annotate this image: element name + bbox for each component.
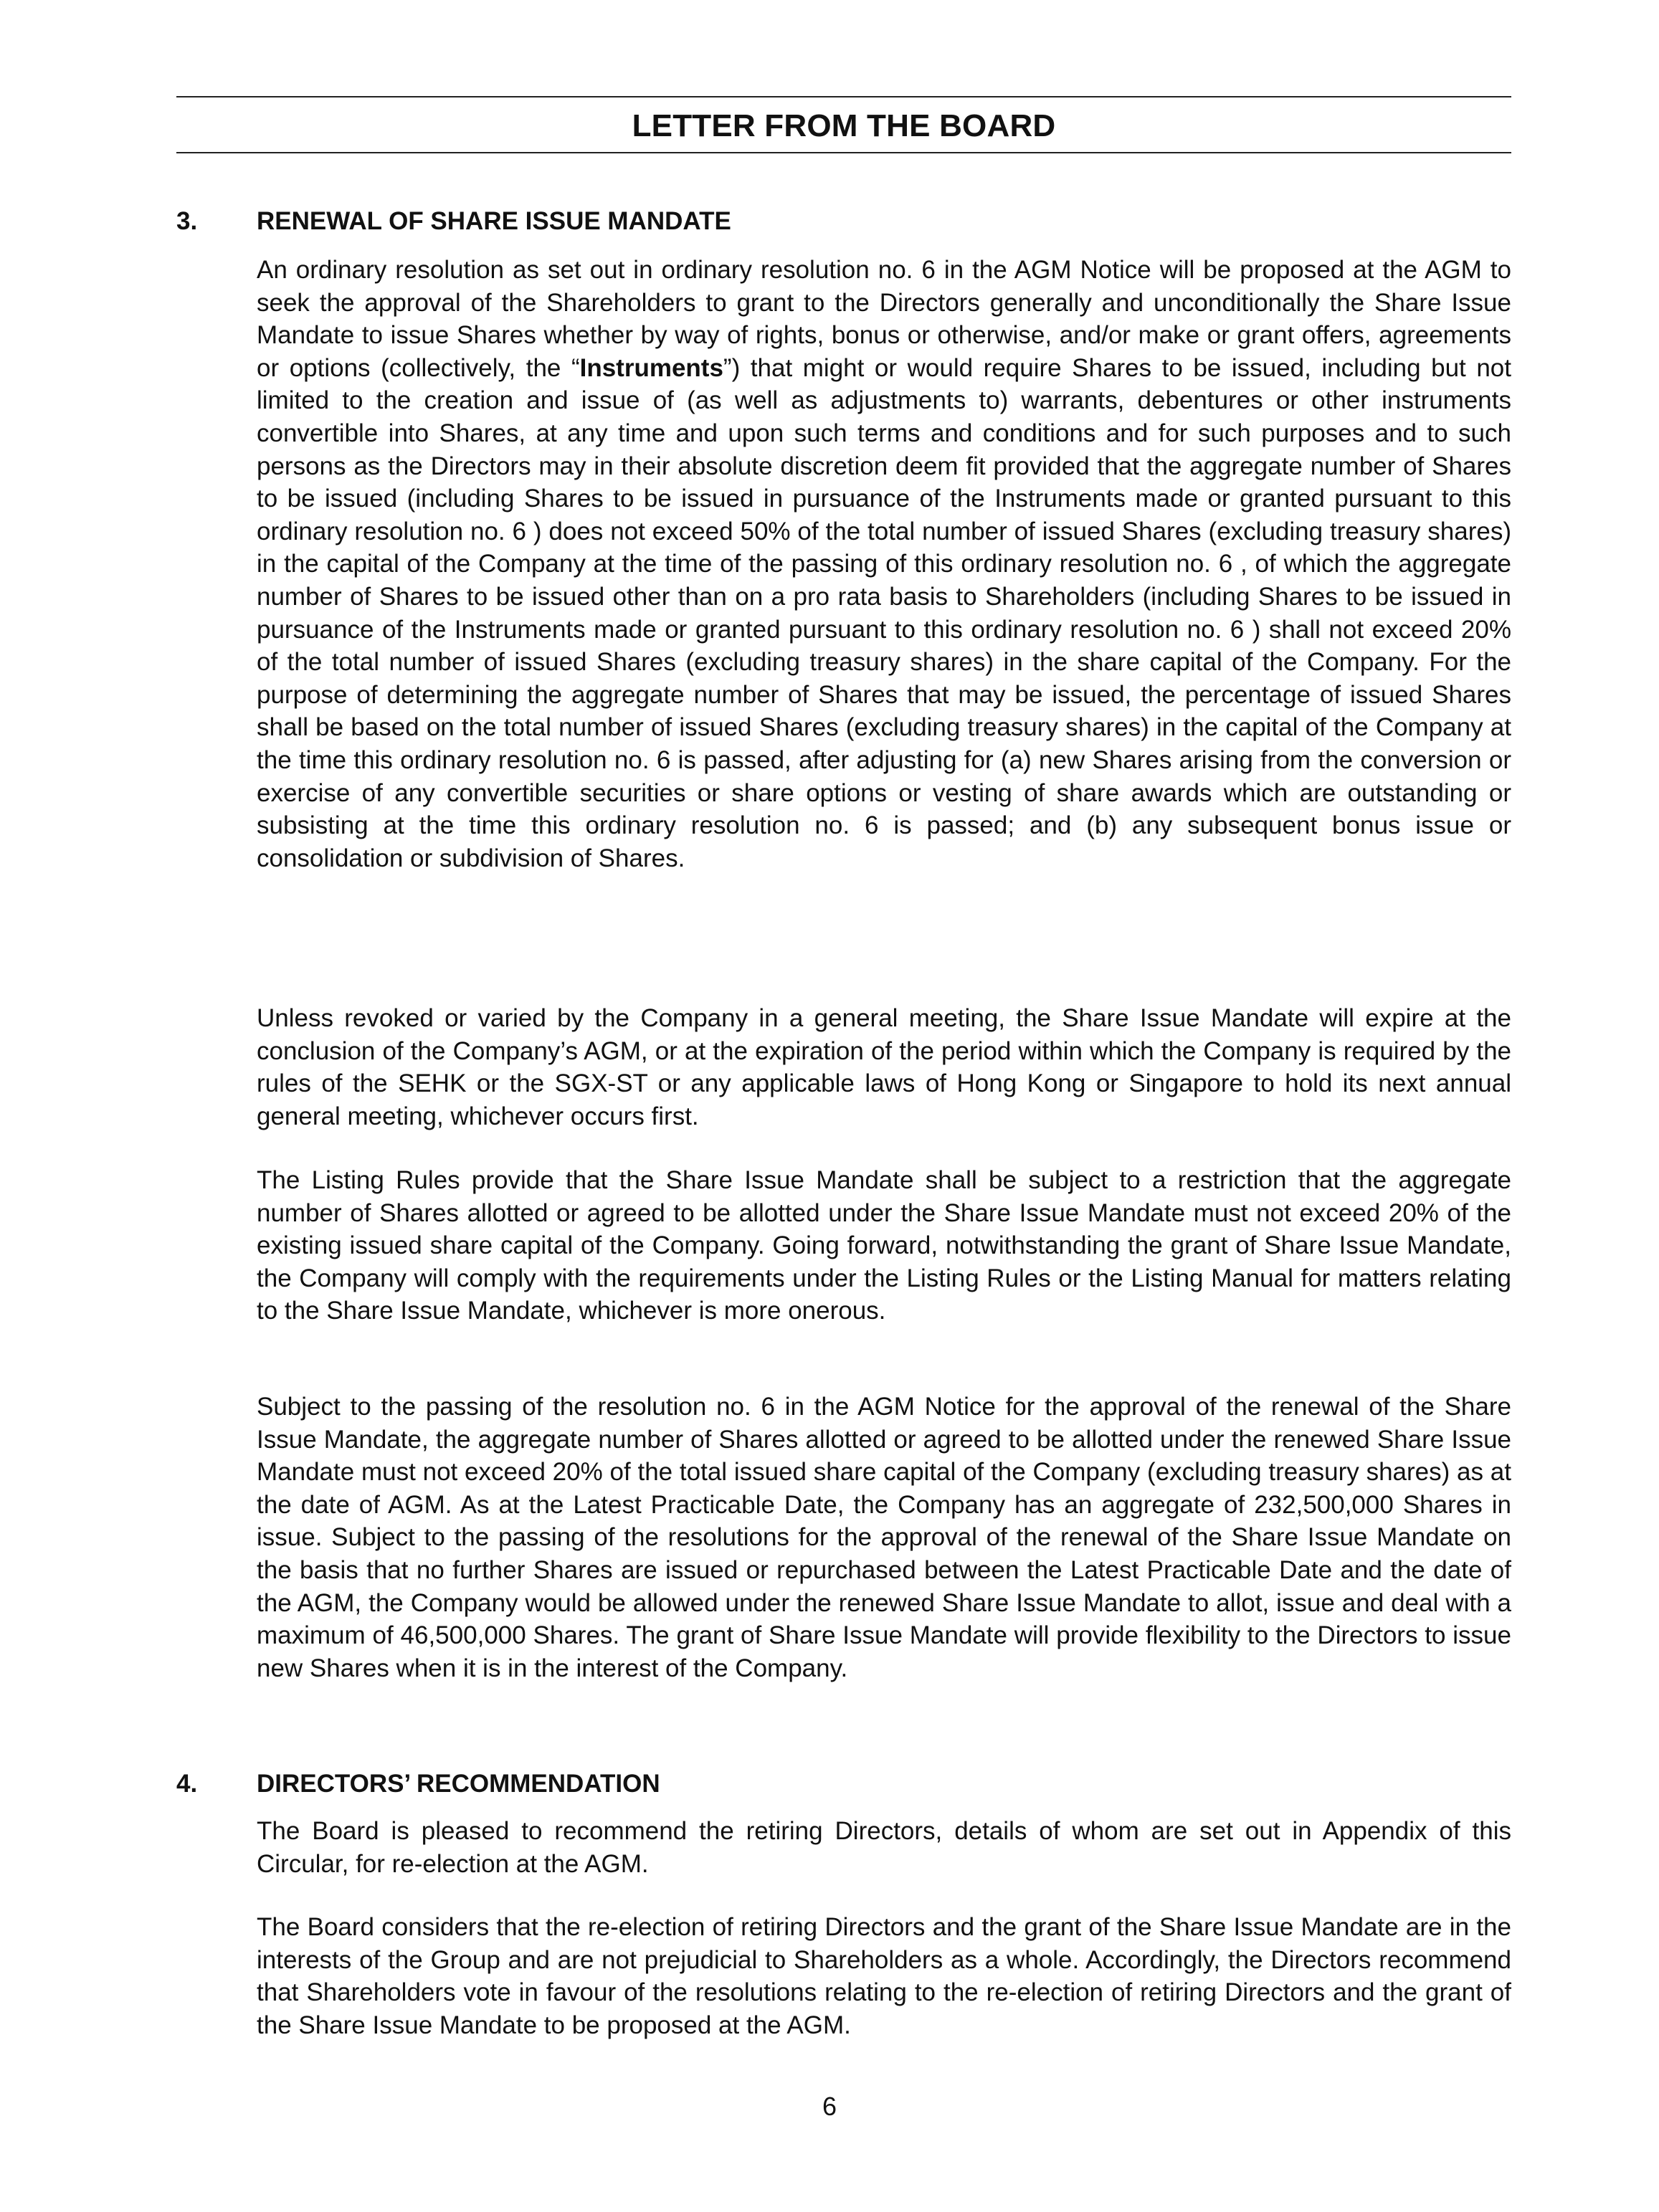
section-number: 4. (176, 1770, 198, 1798)
section-number: 3. (176, 207, 198, 235)
paragraph-listing-rules: The Listing Rules provide that the Share Issue Mandate shall be subject to a restriction that the aggregate number of Shares allotted or agreed to be allotted under the Share Issue Mandate must not exceed 20% of the existing issued share capital of the Company. Going forward, notwithstanding the grant of Share Issue Mandate, the Company will comply with the requirements under the Listing Rules or the Listing Manual for matters relating to the Share Issue Mandate, whichever is more onerous. (257, 1166, 1511, 1325)
section-heading: DIRECTORS’ RECOMMENDATION (257, 1770, 660, 1798)
paragraph-board-considers: The Board considers that the re-election of retiring Directors and the grant of the Share Issue Mandate are in the interests of the Group and are not prejudicial to Shareholders as a whole. Accordingly, the Directors recommend that Shareholders vote in favour of the resolutions relating to the re-election of retiring Directors and the grant of the Share Issue Mandate to be proposed at the AGM. (257, 1913, 1511, 2039)
section-heading: RENEWAL OF SHARE ISSUE MANDATE (257, 207, 731, 235)
paragraph-text: An ordinary resolution as set out in ordinary resolution no. 6 in the AGM Notice will be proposed at the AGM to seek the approval of the Shareholders to grant to the Directors generally and unconditionally the Share Issue Mandate to issue Shares whether by way of rights, bonus or otherwise, and/or make or grant offers, agreements or options (collectively, the “ (257, 256, 1511, 382)
header-bottom-rule (176, 152, 1511, 153)
page-number: 6 (822, 2092, 837, 2121)
paragraph-renewal-conditions: Subject to the passing of the resolution no. 6 in the AGM Notice for the approval of the renewal of the Share Issue Mandate, the aggregate number of Shares allotted or agreed to be allotted under the renewed Share Issue Mandate must not exceed 20% of the total issued share capital of the Company (excluding treasury shares) as at the date of AGM. As at the Latest Practicable Date, the Company has an aggregate of 232,500,000 Shares in issue. Subject to the passing of the resolutions for the approval of the renewal of the Share Issue Mandate on the basis that no further Shares are issued or repurchased between the Latest Practicable Date and the date of the AGM, the Company would be allowed under the renewed Share Issue Mandate to allot, issue and deal with a maximum of 46,500,000 Shares. The grant of Share Issue Mandate will provide flexibility to the Directors to issue new Shares when it is in the interest of the Company. (257, 1393, 1511, 1682)
page-title: LETTER FROM THE BOARD (632, 108, 1056, 143)
header-top-rule (176, 96, 1511, 97)
paragraph-text: ”) that might or would require Shares to be issued, including but not limited to the creation and issue of (as well as adjustments to) warrants, debentures or other instruments convertible into Shares, at any time and upon such terms and conditions and for such purposes and to such persons as the Directors may in their absolute discretion deem fit provided that the aggregate number of Shares to be issued (including Shares to be issued in pursuance of the Instruments made or granted pursuant to this ordinary resolution no. 6 ) does not exceed 50% of the total number of issued Shares (excluding treasury shares) in the capital of the Company at the time of the passing of this ordinary resolution no. 6 , of which the aggregate number of Shares to be issued other than on a pro rata basis to Shareholders (including Shares to be issued in pursuance of the Instruments made or granted pursuant to this ordinary resolution no. 6 ) shall not exceed 20% of the total number of issued Shares (excluding treasury shares) in the share capital of the Company. For the purpose of determining the aggregate number of Shares that may be issued, the percentage of issued Shares shall be based on the total number of issued Shares (excluding treasury shares) in the capital of the Company at the time this ordinary resolution no. 6 is passed, after adjusting for (a) new Shares arising from the conversion or exercise of any convertible securities or share options or vesting of share awards which are outstanding or subsisting at the time this ordinary resolution no. 6 is passed; and (b) any subsequent bonus issue or consolidation or subdivision of Shares. (257, 353, 1511, 872)
paragraph-recommend-directors: The Board is pleased to recommend the retiring Directors, details of whom are set out in Appendix of this Circular, for re-election at the AGM. (257, 1817, 1511, 1878)
paragraph-mandate-expiry: Unless revoked or varied by the Company in a general meeting, the Share Issue Mandate will expire at the conclusion of the Company’s AGM, or at the expiration of the period within which the Company is required by the rules of the SEHK or the SGX-ST or any applicable laws of Hong Kong or Singapore to hold its next annual general meeting, whichever occurs first. (257, 1004, 1511, 1130)
paragraph-share-issue-mandate (257, 254, 1511, 874)
bold-term-instruments: Instruments (579, 353, 723, 382)
